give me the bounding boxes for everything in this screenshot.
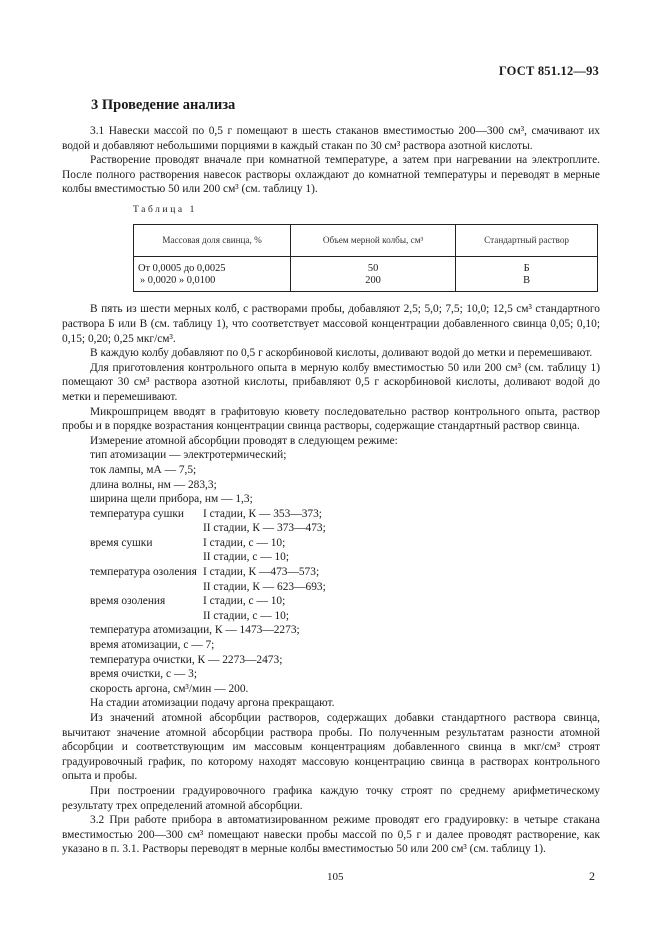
document-body: [62, 124, 600, 857]
table-row: [134, 256, 598, 292]
mode-line: [90, 594, 600, 609]
table-cell: [456, 256, 598, 292]
cell-text: В: [523, 274, 531, 286]
paragraph: В пять из шести мерных колб, с растворами пробы, добавляют 2,5; 5,0; 7,5; 10,0; 12,5 см³ стандартного раствора Б или В (см. таблицу 1), что соответствует массовой концентрации добавленного свинца 0,05; 0,10; 0,15; 0,20; 0,25 мкг/см³.: [62, 303, 600, 345]
mode-line: II стадии, К — 623—693;: [203, 580, 326, 593]
cell-text: 200: [365, 274, 381, 286]
mode-label: время озоления: [90, 595, 166, 608]
mode-value: I стадии, с — 10;: [203, 536, 286, 549]
paragraph: Из значений атомной абсорбции растворов, содержащих добавки стандартного раствора свинца, вычитают значение атомной абсорбции раствора пробы. По полученным результатам разности атомной абсорбции и соответствующим им массовым концентрациям добавленного свинца в мкг/см³ строят градуировочный график, по которому находят массовую концентрацию свинца в растворах контрольного опыта и пробы.: [62, 712, 600, 783]
mode-line: скорость аргона, см³/мин — 200.: [90, 682, 249, 695]
mode-line: ширина щели прибора, нм — 1,3;: [90, 493, 253, 506]
cell-text: От 0,0005 до 0,0025: [138, 262, 226, 274]
mode-line: [90, 565, 600, 580]
page-number: 105: [327, 871, 344, 883]
paragraph: На стадии атомизации подачу аргона прекращают.: [90, 697, 335, 710]
paragraph: 3.1 Навески массой по 0,5 г помещают в шесть стаканов вместимостью 200—300 см³, смачивают их водой и добавляют небольшими порциями в каждый стакан по 30 см³ раствора азотной кислоты.: [62, 125, 600, 152]
paragraph: Для приготовления контрольного опыта в мерную колбу вместимостью 50 или 200 см³ (см. таблицу 1) помещают 30 см³ раствора азотной кислоты, прибавляют 0,5 г аскорбиновой кислоты, доливают водой до метки и перемешивают.: [62, 361, 600, 403]
mode-line: II стадии, с — 10;: [203, 609, 290, 622]
mode-value: I стадии, К —473—573;: [203, 566, 320, 579]
table-cell: [291, 256, 456, 292]
table-caption: Таблица 1: [133, 204, 198, 215]
mode-line: [90, 507, 600, 522]
table-header: Стандартный раствор: [456, 224, 598, 256]
mode-value: I стадии, К — 353—373;: [203, 507, 322, 520]
paragraph: Микрошприцем вводят в графитовую кювету последовательно раствор контрольного опыта, раствор пробы и в порядке возрастания концентрации свинца растворы, содержащие стандартный раствор свинца.: [62, 405, 600, 433]
mode-line: длина волны, нм — 283,3;: [90, 478, 217, 491]
cell-text: 50: [367, 262, 379, 274]
paragraph: При построении градуировочного графика каждую точку строят по среднему арифметическому результату трех определений атомной абсорбции.: [62, 784, 600, 812]
mode-line: температура атомизации, К — 1473—2273;: [90, 624, 300, 637]
mode-line: время атомизации, с — 7;: [90, 639, 215, 652]
paragraph: Измерение атомной абсорбции проводят в следующем режиме:: [90, 434, 398, 447]
mode-label: температура озоления: [90, 566, 197, 579]
mode-line: II стадии, с — 10;: [203, 551, 290, 564]
cell-text: Б: [523, 262, 530, 274]
mode-label: температура сушки: [90, 507, 184, 520]
paragraph: 3.2 При работе прибора в автоматизированном режиме проводят его градуировку: в четыре стакана вместимостью 200—300 см³ помещают навески пробы массой по 0,5 г и далее проводят растворение, как указано в п. 3.1. Растворы переводят в мерные колбы вместимостью 50 или 200 см³ (см. таблицу 1).: [62, 814, 600, 856]
mode-line: [90, 536, 600, 551]
table-header: Массовая доля свинца, %: [134, 224, 291, 256]
measurement-modes: [90, 448, 600, 696]
mode-line: II стадии, К — 373—473;: [203, 522, 326, 535]
cell-text: » 0,0020 » 0,0100: [140, 274, 216, 286]
mode-line: тип атомизации — электротермический;: [90, 449, 287, 462]
mode-line: температура очистки, К — 2273—2473;: [90, 653, 283, 666]
mode-value: I стадии, с — 10;: [203, 595, 286, 608]
mode-label: время сушки: [90, 536, 153, 549]
paragraph: Растворение проводят вначале при комнатной температуре, а затем при нагревании на электроплите. После полного растворения навесок растворы охлаждают до комнатной температуры и переводят в мерные колбы вместимостью 50 или 200 см³ (см. таблицу 1).: [62, 154, 600, 196]
table-1: [133, 224, 598, 293]
mode-line: время очистки, с — 3;: [90, 668, 198, 681]
paragraph: В каждую колбу добавляют по 0,5 г аскорбиновой кислоты, доливают водой до метки и перемешивают.: [90, 347, 593, 360]
table-cell: [134, 256, 291, 292]
mode-line: ток лампы, мА — 7,5;: [90, 463, 197, 476]
table-header: Объем мерной колбы, см³: [291, 224, 456, 256]
section-title: 3 Проведение анализа: [91, 97, 236, 113]
header-code: ГОСТ 851.12—93: [498, 64, 599, 78]
sheet-number: 2: [589, 869, 595, 883]
